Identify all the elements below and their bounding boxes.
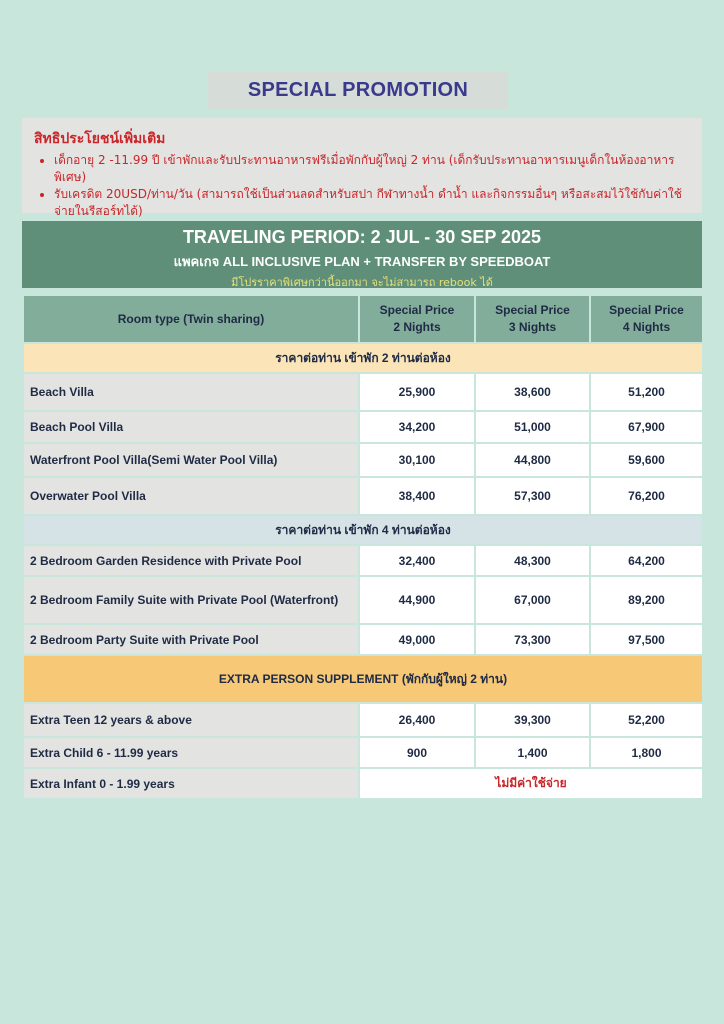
section-4-guests: ราคาต่อท่าน เข้าพัก 4 ท่านต่อห้อง: [24, 516, 702, 544]
table-row: Extra Infant 0 - 1.99 years ไม่มีค่าใช้จ่าย: [24, 769, 702, 798]
header-4-nights: Special Price 4 Nights: [591, 296, 702, 342]
table-row: Beach Villa 25,900 38,600 51,200: [24, 374, 702, 410]
rebook-note: มีโปรราคาพิเศษกว่านี้ออกมา จะไม่สามารถ rebook ได้: [231, 276, 493, 289]
table-row: 2 Bedroom Family Suite with Private Pool (Waterfront) 44,900 67,000 89,200: [24, 577, 702, 623]
traveling-period: TRAVELING PERIOD: 2 JUL - 30 SEP 2025: [182, 227, 542, 247]
header-3-nights: Special Price 3 Nights: [476, 296, 589, 342]
title-banner: [208, 72, 508, 109]
table-row: Overwater Pool Villa 38,400 57,300 76,200: [24, 478, 702, 514]
section-2-guests: ราคาต่อท่าน เข้าพัก 2 ท่านต่อห้อง: [24, 344, 702, 372]
header-2-nights: Special Price 2 Nights: [360, 296, 474, 342]
benefits-list: [34, 152, 690, 220]
page-title: SPECIAL PROMOTION: [247, 79, 469, 101]
table-header: [24, 296, 702, 342]
benefit-item: • รับเครดิต 20USD/ท่าน/วัน (สามารถใช้เป็นส่วนลดสำหรับสปา กีฬาทางน้ำ ดำน้ำ และกิจกรรมอื่นๆ หรือสะสมไว้ใช้กับค่าใช้จ่ายในรีสอร์ทได้): [54, 186, 690, 220]
table-row: 2 Bedroom Party Suite with Private Pool 49,000 73,300 97,500: [24, 625, 702, 654]
header-room-type: Room type (Twin sharing): [24, 296, 358, 342]
table-row: Waterfront Pool Villa(Semi Water Pool Villa) 30,100 44,800 59,600: [24, 444, 702, 476]
traveling-period-banner: [22, 221, 702, 288]
benefits-heading: สิทธิประโยชน์เพิ่มเติม: [34, 131, 166, 147]
table-row: 2 Bedroom Garden Residence with Private Pool 32,400 48,300 64,200: [24, 546, 702, 575]
benefits-box: [22, 118, 702, 218]
section-extra-person: EXTRA PERSON SUPPLEMENT (พักกับผู้ใหญ่ 2 ท่าน): [24, 656, 702, 702]
benefit-item: • เด็กอายุ 2 -11.99 ปี เข้าพักและรับประทานอาหารฟรีเมื่อพักกับผู้ใหญ่ 2 ท่าน (เด็กรับประทานอาหารเมนูเด็กในห้องอาหารพิเศษ): [54, 152, 690, 186]
price-table: [22, 294, 704, 800]
table-row: Beach Pool Villa 34,200 51,000 67,900: [24, 412, 702, 442]
table-row: Extra Teen 12 years & above 26,400 39,300 52,200: [24, 704, 702, 736]
table-row: Extra Child 6 - 11.99 years 900 1,400 1,800: [24, 738, 702, 767]
no-charge-label: ไม่มีค่าใช้จ่าย: [360, 769, 702, 798]
package-name: แพคเกจ ALL INCLUSIVE PLAN + TRANSFER BY SPEEDBOAT: [173, 254, 551, 269]
